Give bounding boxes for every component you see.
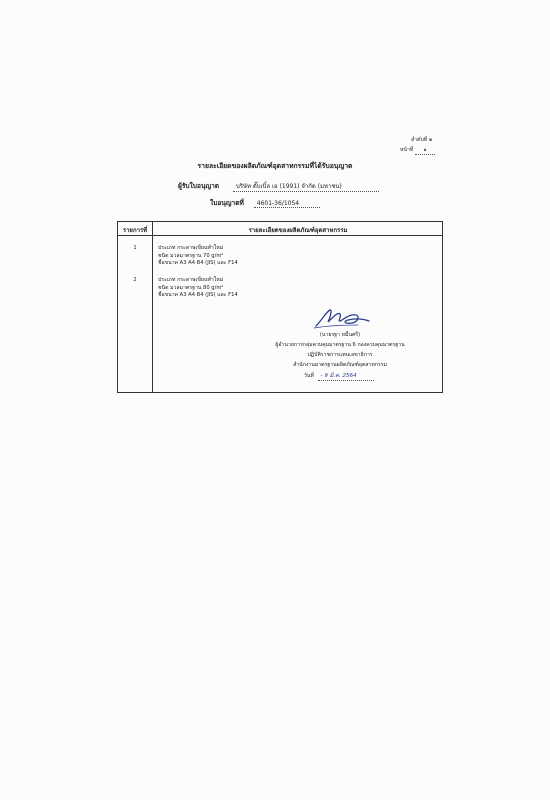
license-label: ใบอนุญาตที่ xyxy=(210,199,244,207)
order-label: ลำดับที่ ๒ xyxy=(411,137,433,143)
license-value: 4601-36/1054 xyxy=(254,200,320,208)
row-2-type: ประเภท กระดาษเขียนทำใหม่ xyxy=(158,277,224,283)
table-row xyxy=(158,245,238,268)
document-title: รายละเอียดของผลิตภัณฑ์อุตสาหกรรมที่ได้รับอนุญาต xyxy=(197,162,353,170)
signer-position-1: ผู้อำนวยการกลุ่มควบคุมมาตรฐาน 6 กองควบคุมมาตรฐาน xyxy=(275,342,405,348)
signer-name: (นายรฐา หมื่นศรี) xyxy=(319,332,361,338)
signature-date-row xyxy=(304,372,374,381)
page-number: ๑ xyxy=(415,146,435,155)
signer-position-3: สำนักงานมาตรฐานผลิตภัณฑ์อุตสาหกรรม xyxy=(293,362,387,368)
row-2-sizes: ชื่อขนาด A3 A4 B4 (JIS) และ F14 xyxy=(158,292,238,299)
row-1-no: 1 xyxy=(133,245,137,251)
col-header-detail: รายละเอียดของผลิตภัณฑ์อุตสาหกรรม xyxy=(248,227,348,234)
page-label-row xyxy=(400,146,435,155)
row-1-type: ประเภท กระดาษเขียนทำใหม่ xyxy=(158,245,224,251)
page-label: หน้าที่ xyxy=(400,147,414,153)
date-label: วันที่ xyxy=(304,373,314,379)
col-header-no: รายการที่ xyxy=(122,227,148,234)
signer-position-2: ปฏิบัติราชการแทนเลขาธิการ xyxy=(307,352,373,358)
licensee-value: บริษัท ดั๊บเบิ้ล เอ (1991) จำกัด (มหาชน) xyxy=(233,181,379,192)
licensee-label: ผู้รับใบอนุญาต xyxy=(178,182,220,190)
row-2-no: 2 xyxy=(133,277,137,283)
signature-mark xyxy=(312,306,372,330)
table-row xyxy=(158,277,238,300)
date-value: - 9 มี.ค. 2564 xyxy=(318,372,374,381)
row-2-grade: ชนิด มวลมาตรฐาน 80 g/m² xyxy=(158,284,224,291)
row-1-grade: ชนิด มวลมาตรฐาน 70 g/m² xyxy=(158,252,224,259)
table-divider xyxy=(152,222,153,392)
license-row xyxy=(210,197,320,208)
table-header xyxy=(118,222,442,236)
row-1-sizes: ชื่อขนาด A3 A4 B4 (JIS) และ F14 xyxy=(158,260,238,267)
licensee-row xyxy=(178,180,379,192)
